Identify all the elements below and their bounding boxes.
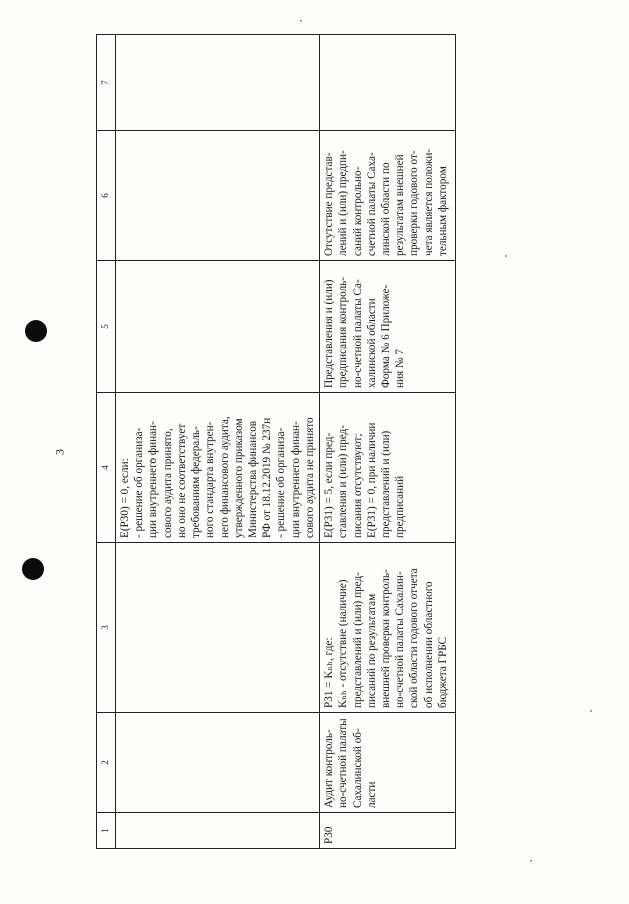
- scan-speck: [300, 20, 302, 22]
- row1-formula-cell: [116, 543, 320, 713]
- row1-extra-cell: [116, 35, 320, 131]
- header-cell-7: 7: [97, 35, 116, 131]
- header-cell-5: 5: [97, 261, 116, 393]
- row2-comment-cell: Отсутствие представ- лений и (или) предпи- саний контрольно- счетной палаты Саха- линской области по результатам внешней проверки годового от- чета является положи- тельным фактором: [320, 131, 456, 261]
- header-cell-2: 2: [97, 713, 116, 813]
- punch-hole-top: [25, 320, 47, 342]
- table-header-row: [97, 35, 116, 849]
- row2-formula-cell: P31 = Kₙₕ, где: Kₙₕ - отсутствие (наличие) представлений и (или) пред- писаний по результатам внешней проверки контроль- но-счетной палаты Сахалин- ской области годового отчета об исполнении областного бюджета ГРБС: [320, 543, 456, 713]
- row2-number-cell: P30: [320, 813, 456, 849]
- page-number: 3: [52, 449, 67, 455]
- row1-evaluation-cell: E(P30) = 0, если: - решение об организа- ции внутреннего финан- сового аудита принято, но оно не соответствует требованиям федераль- ного стандарта внутрен- него финансового аудита, утвержденного приказом Министерства финансов РФ от 18.12.2019 № 237н - решение об организа- ции внутреннего финан- сового аудита не принято: [116, 393, 320, 543]
- row1-name-cell: [116, 713, 320, 813]
- table-row: [320, 35, 456, 849]
- header-cell-1: 1: [97, 813, 116, 849]
- rotated-table: [96, 35, 449, 849]
- scan-speck: [590, 710, 592, 712]
- table-row: [116, 35, 320, 849]
- punch-hole-bottom: [22, 558, 44, 580]
- header-cell-4: 4: [97, 393, 116, 543]
- row2-extra-cell: [320, 35, 456, 131]
- scan-speck: [505, 255, 507, 257]
- scan-speck: [530, 860, 532, 862]
- criteria-table: [96, 34, 456, 849]
- row2-evaluation-cell: E(P31) = 5, если пред- ставления и (или) пред- писания отсутствуют; E(P31) = 0, при наличии представлений и (или) предписаний: [320, 393, 456, 543]
- header-cell-3: 3: [97, 543, 116, 713]
- row2-name-cell: Аудит контроль- но-счетной палаты Сахалинской об- ласти: [320, 713, 456, 813]
- rotated-table-container: [96, 35, 449, 849]
- row2-source-cell: Представления и (или) предписания контроль- но-счетной палаты Са- халинской области Форма № 6 Приложе- ния № 7: [320, 261, 456, 393]
- row1-source-cell: [116, 261, 320, 393]
- row1-comment-cell: [116, 131, 320, 261]
- header-cell-6: 6: [97, 131, 116, 261]
- row1-number-cell: [116, 813, 320, 849]
